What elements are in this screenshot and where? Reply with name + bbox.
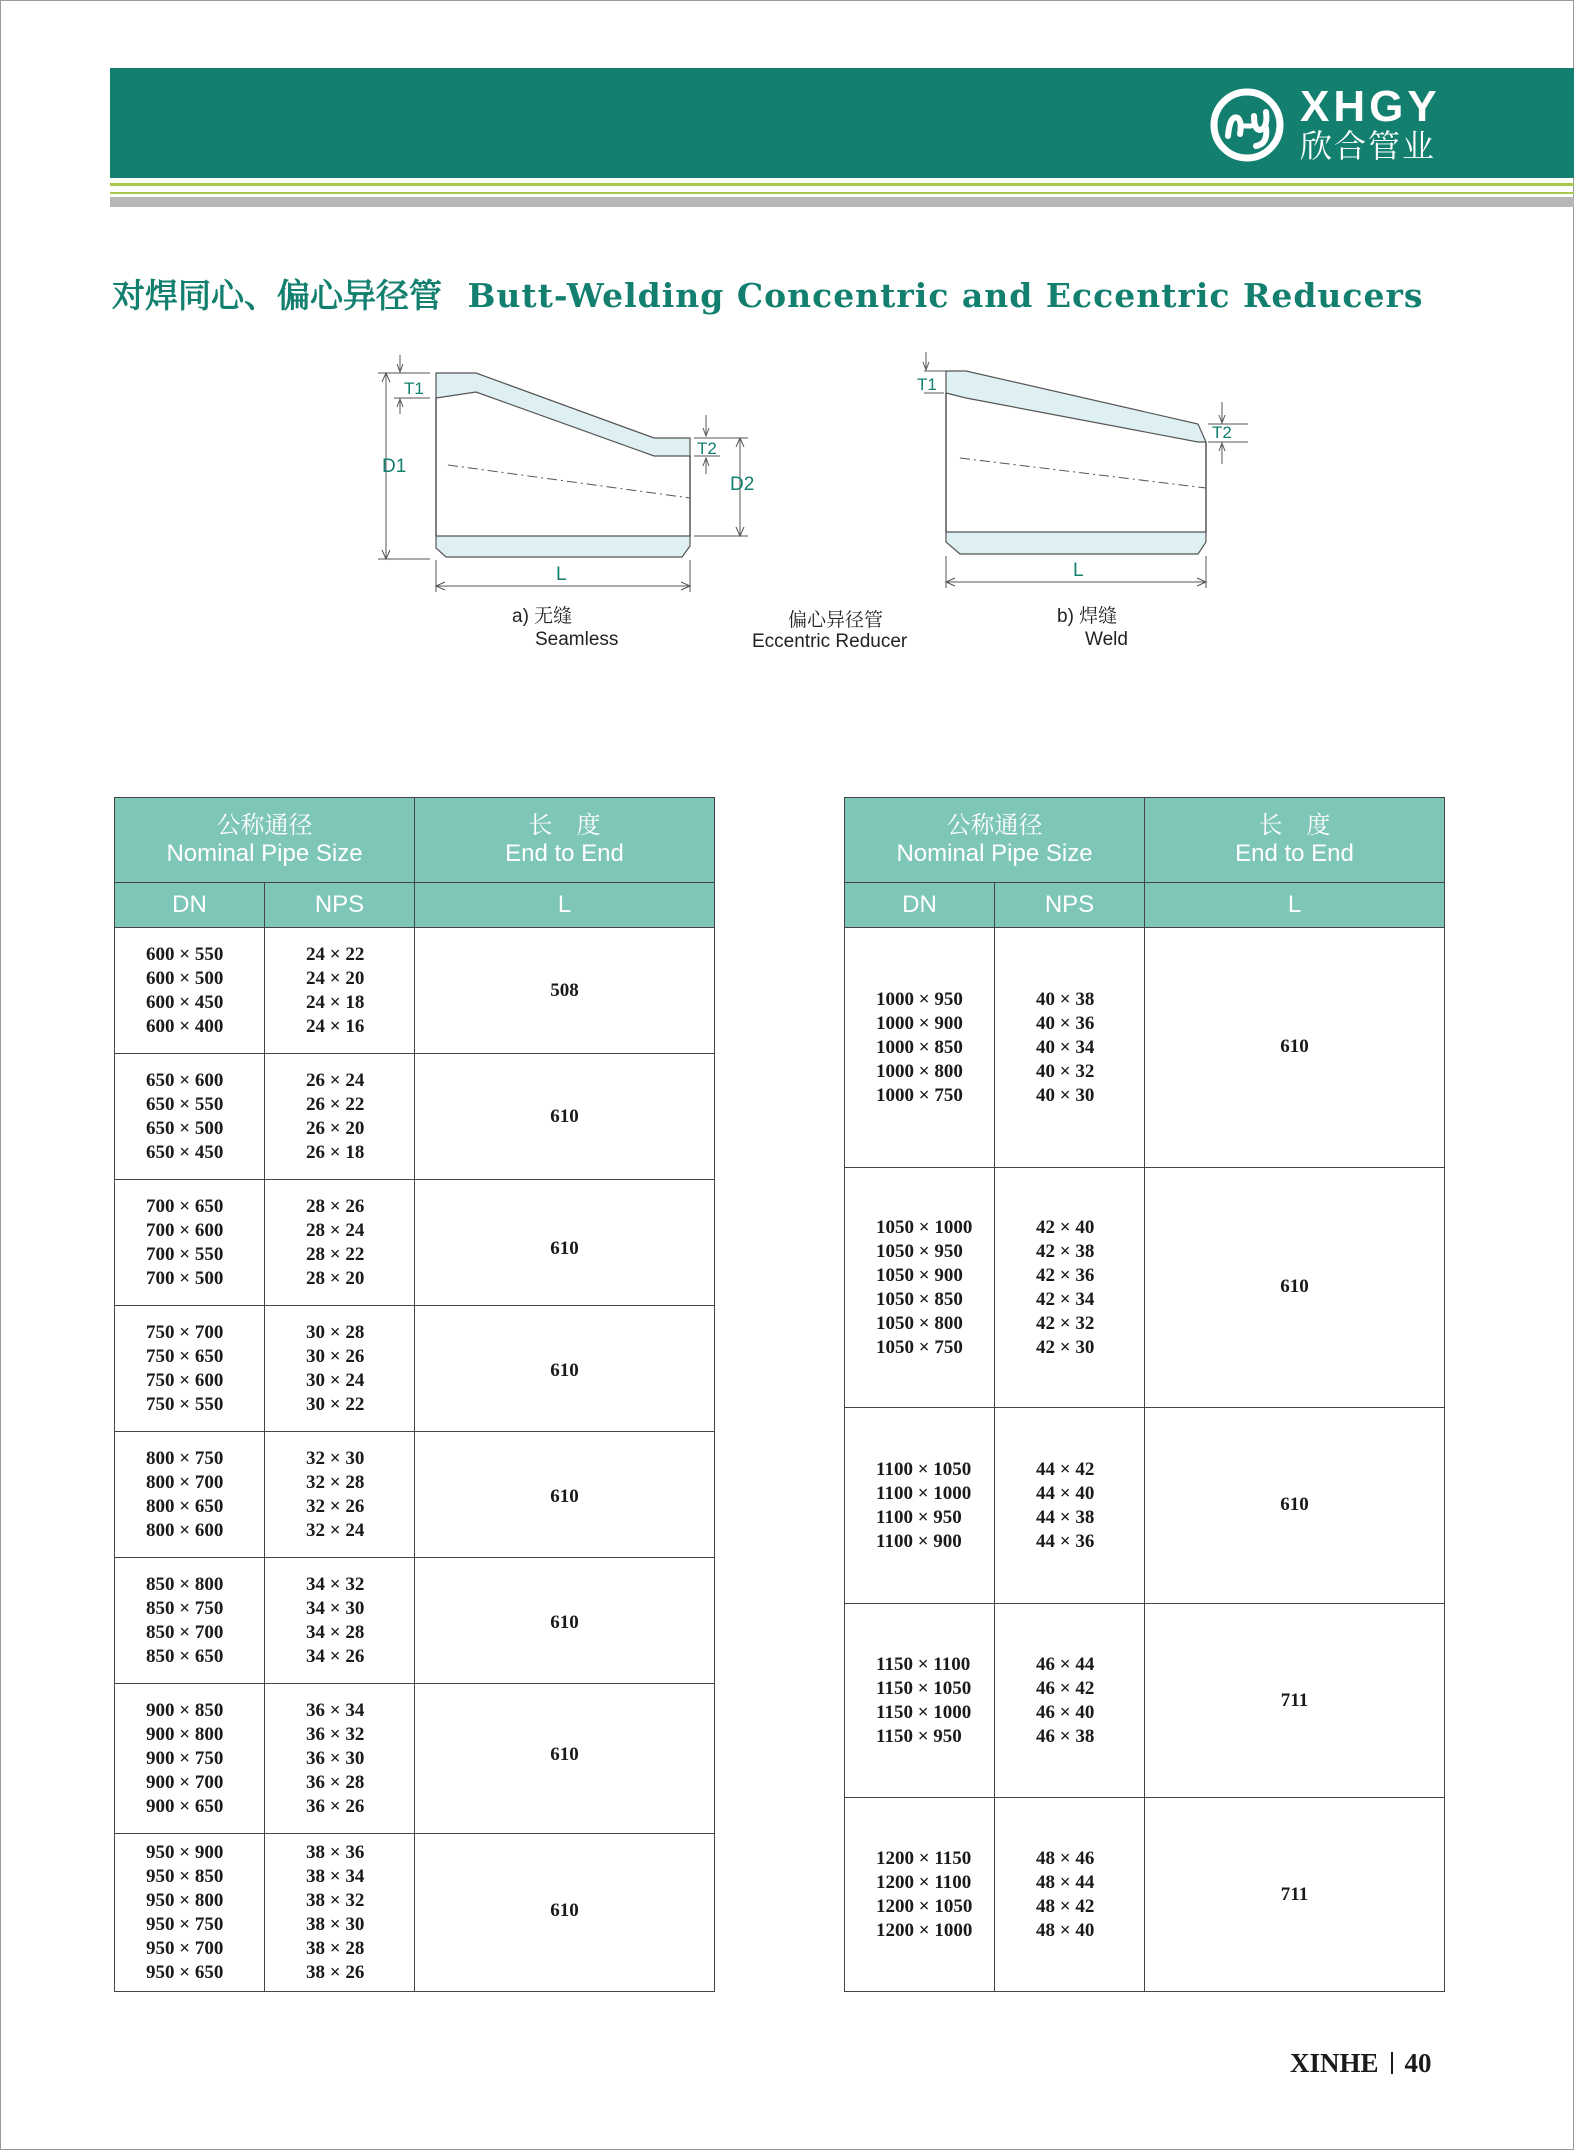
nps-value: 26 × 24 [306, 1069, 365, 1091]
nps-cell [265, 1306, 415, 1432]
dn-value: 800 × 650 [146, 1495, 224, 1517]
nps-value: 28 × 22 [306, 1243, 365, 1265]
dn-header: DN [115, 883, 265, 928]
nps-value: 42 × 38 [1036, 1240, 1095, 1262]
length-value: 711 [1280, 1884, 1309, 1905]
nps-cell [265, 1054, 415, 1180]
dn-value: 600 × 450 [146, 991, 224, 1013]
table-row [115, 928, 715, 1054]
dn-value: 1000 × 850 [876, 1036, 963, 1058]
table-row [115, 1306, 715, 1432]
dn-header: DN [845, 883, 995, 928]
nps-value: 38 × 30 [306, 1913, 365, 1935]
length-value: 610 [550, 1238, 579, 1259]
brand-latin: XHGY [1300, 82, 1441, 131]
length-cell [415, 1180, 715, 1306]
footer-brand: XINHE [1290, 2048, 1379, 2078]
nps-value: 42 × 34 [1036, 1288, 1095, 1310]
nps-cell [265, 928, 415, 1054]
nps-value: 40 × 30 [1036, 1084, 1095, 1106]
dn-value: 750 × 600 [146, 1369, 224, 1391]
length-cell [1145, 1408, 1445, 1604]
dn-value: 950 × 850 [146, 1865, 224, 1887]
nps-value: 28 × 24 [306, 1219, 365, 1241]
nps-value: 36 × 26 [306, 1795, 365, 1817]
dn-cell [845, 1798, 995, 1992]
dn-cell [115, 1180, 265, 1306]
dn-value: 1050 × 900 [876, 1264, 963, 1286]
dn-value: 900 × 800 [146, 1723, 224, 1745]
dn-value: 900 × 650 [146, 1795, 224, 1817]
header-text: 长 度 [1258, 812, 1331, 839]
reducer-diagram [360, 330, 1260, 660]
header-text: End to End [505, 840, 624, 867]
dn-value: 600 × 550 [146, 943, 224, 965]
dn-value: 650 × 600 [146, 1069, 224, 1091]
caption-eccentric-en: Eccentric Reducer [752, 631, 908, 652]
l-header: L [415, 883, 715, 928]
nps-value: 42 × 32 [1036, 1312, 1095, 1334]
page-number: 40 [1404, 2048, 1432, 2078]
dn-value: 1100 × 1000 [876, 1482, 972, 1504]
caption-weld-en: Weld [1085, 629, 1128, 650]
nps-value: 46 × 42 [1036, 1677, 1095, 1699]
length-value: 610 [550, 1900, 579, 1921]
dn-value: 700 × 550 [146, 1243, 224, 1265]
seamless-reducer-drawing [378, 355, 748, 592]
nps-value: 48 × 40 [1036, 1919, 1095, 1941]
header-text: Nominal Pipe Size [896, 840, 1093, 867]
nps-value: 36 × 34 [306, 1699, 365, 1721]
header-rule [110, 197, 1574, 207]
dn-cell [115, 928, 265, 1054]
nps-value: 34 × 30 [306, 1597, 365, 1619]
length-value: 610 [550, 1106, 579, 1127]
nps-value: 48 × 42 [1036, 1895, 1095, 1917]
dn-value: 950 × 700 [146, 1937, 224, 1959]
table-row [115, 1684, 715, 1834]
nps-value: 34 × 26 [306, 1645, 365, 1667]
dn-cell [845, 1168, 995, 1408]
length-cell [415, 1432, 715, 1558]
dn-cell [115, 1834, 265, 1992]
nps-header: NPS [995, 883, 1145, 928]
length-value: 610 [1280, 1276, 1309, 1297]
table-row [845, 1604, 1445, 1798]
dn-value: 750 × 650 [146, 1345, 224, 1367]
header-text: 公称通径 [216, 812, 313, 839]
nps-header: NPS [265, 883, 415, 928]
nps-value: 24 × 20 [306, 967, 365, 989]
nps-cell [265, 1834, 415, 1992]
nps-value: 40 × 34 [1036, 1036, 1095, 1058]
dn-value: 600 × 500 [146, 967, 224, 989]
dn-cell [115, 1432, 265, 1558]
dn-value: 1000 × 750 [876, 1084, 963, 1106]
caption-weld-cn: b) 焊缝 [1057, 606, 1118, 627]
nps-value: 32 × 28 [306, 1471, 365, 1493]
nps-value: 40 × 38 [1036, 988, 1095, 1010]
length-cell [1145, 928, 1445, 1168]
nps-value: 44 × 38 [1036, 1506, 1095, 1528]
dn-value: 900 × 700 [146, 1771, 224, 1793]
length-header [1145, 798, 1445, 883]
dn-cell [115, 1054, 265, 1180]
dn-cell [845, 1408, 995, 1604]
nps-value: 30 × 24 [306, 1369, 365, 1391]
dn-value: 700 × 600 [146, 1219, 224, 1241]
dn-cell [845, 928, 995, 1168]
dn-value: 850 × 650 [146, 1645, 224, 1667]
table-row [115, 1558, 715, 1684]
nps-value: 44 × 36 [1036, 1530, 1095, 1552]
dn-value: 800 × 600 [146, 1519, 224, 1541]
length-cell [415, 928, 715, 1054]
nps-value: 36 × 28 [306, 1771, 365, 1793]
dn-value: 950 × 900 [146, 1841, 224, 1863]
dn-cell [115, 1558, 265, 1684]
table-row [845, 1408, 1445, 1604]
nps-value: 38 × 26 [306, 1961, 365, 1983]
nps-value: 32 × 24 [306, 1519, 365, 1541]
nps-value: 46 × 44 [1036, 1653, 1095, 1675]
nps-value: 24 × 18 [306, 991, 365, 1013]
nps-value: 30 × 28 [306, 1321, 365, 1343]
header-text: Nominal Pipe Size [166, 840, 363, 867]
nps-cell [265, 1432, 415, 1558]
header-rule [110, 192, 1574, 194]
nps-value: 36 × 32 [306, 1723, 365, 1745]
nps-value: 44 × 40 [1036, 1482, 1095, 1504]
dn-value: 750 × 700 [146, 1321, 224, 1343]
nps-value: 40 × 32 [1036, 1060, 1095, 1082]
dn-value: 1200 × 1000 [876, 1919, 973, 1941]
title-english: Butt-Welding Concentric and Eccentric Reducers [467, 276, 1424, 315]
nps-cell [995, 1408, 1145, 1604]
dn-value: 900 × 850 [146, 1699, 224, 1721]
dn-value: 600 × 400 [146, 1015, 224, 1037]
dn-value: 700 × 500 [146, 1267, 224, 1289]
nps-cell [995, 928, 1145, 1168]
label-d2: D2 [730, 474, 755, 495]
label-l: L [556, 564, 567, 585]
length-cell [415, 1306, 715, 1432]
dn-value: 1050 × 950 [876, 1240, 963, 1262]
nps-value: 26 × 20 [306, 1117, 365, 1139]
table-row [845, 1798, 1445, 1992]
label-t2: T2 [697, 439, 717, 458]
table-body [115, 928, 715, 1992]
dn-value: 850 × 750 [146, 1597, 224, 1619]
nps-cell [995, 1798, 1145, 1992]
l-header: L [1145, 883, 1445, 928]
nps-cell [265, 1180, 415, 1306]
nps-value: 32 × 30 [306, 1447, 365, 1469]
nps-value: 38 × 28 [306, 1937, 365, 1959]
length-cell [415, 1558, 715, 1684]
length-header [415, 798, 715, 883]
nps-value: 26 × 22 [306, 1093, 365, 1115]
nps-value: 46 × 40 [1036, 1701, 1095, 1723]
dn-value: 1000 × 800 [876, 1060, 963, 1082]
dn-value: 950 × 800 [146, 1889, 224, 1911]
nps-value: 30 × 22 [306, 1393, 365, 1415]
nps-value: 38 × 36 [306, 1841, 365, 1863]
nps-value: 24 × 16 [306, 1015, 365, 1037]
dn-value: 1100 × 900 [876, 1530, 962, 1552]
length-value: 610 [1280, 1036, 1309, 1057]
nps-value: 28 × 20 [306, 1267, 365, 1289]
dn-cell [115, 1306, 265, 1432]
dn-value: 900 × 750 [146, 1747, 224, 1769]
dn-value: 800 × 700 [146, 1471, 224, 1493]
nps-value: 28 × 26 [306, 1195, 365, 1217]
dn-value: 750 × 550 [146, 1393, 224, 1415]
dn-value: 1200 × 1100 [876, 1871, 972, 1893]
dn-value: 1100 × 1050 [876, 1458, 972, 1480]
brand-logo [1208, 84, 1448, 164]
dn-value: 650 × 450 [146, 1141, 224, 1163]
table-body [845, 928, 1445, 1992]
dn-value: 650 × 500 [146, 1117, 224, 1139]
nps-value: 34 × 28 [306, 1621, 365, 1643]
table-row [115, 1054, 715, 1180]
dn-cell [845, 1604, 995, 1798]
table-row [845, 1168, 1445, 1408]
dn-value: 1150 × 1000 [876, 1701, 972, 1723]
dn-value: 1050 × 800 [876, 1312, 963, 1334]
label-t1: T1 [917, 375, 937, 394]
footer-divider [1391, 2052, 1393, 2074]
length-value: 610 [550, 1486, 579, 1507]
dn-value: 800 × 750 [146, 1447, 224, 1469]
logo-mark-icon [1208, 86, 1286, 164]
nps-cell [265, 1684, 415, 1834]
label-l: L [1073, 560, 1084, 581]
nps-value: 26 × 18 [306, 1141, 365, 1163]
caption-seamless-cn: a) 无缝 [512, 606, 573, 627]
dn-value: 850 × 800 [146, 1573, 224, 1595]
caption-seamless-en: Seamless [535, 629, 619, 650]
size-table-right [844, 797, 1445, 1992]
length-cell [1145, 1168, 1445, 1408]
dn-value: 1000 × 900 [876, 1012, 963, 1034]
title-chinese: 对焊同心、偏心异径管 [112, 276, 442, 315]
length-value: 610 [550, 1360, 579, 1381]
nps-value: 42 × 30 [1036, 1336, 1095, 1358]
dn-value: 1150 × 950 [876, 1725, 962, 1747]
dn-value: 1200 × 1050 [876, 1895, 973, 1917]
caption-eccentric-cn: 偏心异径管 [788, 610, 884, 631]
nps-value: 32 × 26 [306, 1495, 365, 1517]
dn-value: 1050 × 750 [876, 1336, 963, 1358]
dn-value: 700 × 650 [146, 1195, 224, 1217]
nps-value: 48 × 44 [1036, 1871, 1095, 1893]
label-t1: T1 [404, 379, 424, 398]
welded-reducer-drawing [923, 352, 1248, 588]
label-d1: D1 [382, 456, 407, 477]
table-row [115, 1834, 715, 1992]
length-cell [415, 1054, 715, 1180]
nps-value: 38 × 32 [306, 1889, 365, 1911]
length-value: 610 [550, 1744, 579, 1765]
nps-value: 24 × 22 [306, 943, 365, 965]
nps-cell [265, 1558, 415, 1684]
nps-value: 42 × 40 [1036, 1216, 1095, 1238]
header-rule [110, 183, 1574, 186]
length-value: 508 [550, 980, 579, 1001]
nps-value: 30 × 26 [306, 1345, 365, 1367]
nominal-size-header [115, 798, 415, 883]
length-cell [415, 1684, 715, 1834]
dn-value: 1200 × 1150 [876, 1847, 972, 1869]
nps-value: 38 × 34 [306, 1865, 365, 1887]
nominal-size-header [845, 798, 1145, 883]
dn-value: 1000 × 950 [876, 988, 963, 1010]
length-value: 711 [1280, 1690, 1309, 1711]
size-table-left [114, 797, 715, 1992]
length-cell [1145, 1604, 1445, 1798]
length-cell [1145, 1798, 1445, 1992]
header-text: 公称通径 [946, 812, 1043, 839]
nps-cell [995, 1604, 1145, 1798]
nps-value: 36 × 30 [306, 1747, 365, 1769]
dn-value: 1100 × 950 [876, 1506, 962, 1528]
dn-value: 1150 × 1050 [876, 1677, 972, 1699]
dn-value: 950 × 650 [146, 1961, 224, 1983]
nps-value: 34 × 32 [306, 1573, 365, 1595]
nps-value: 44 × 42 [1036, 1458, 1095, 1480]
dn-value: 650 × 550 [146, 1093, 224, 1115]
nps-value: 42 × 36 [1036, 1264, 1095, 1286]
nps-value: 48 × 46 [1036, 1847, 1095, 1869]
table-row [115, 1180, 715, 1306]
dn-value: 850 × 700 [146, 1621, 224, 1643]
dn-value: 1050 × 1000 [876, 1216, 973, 1238]
dn-cell [115, 1684, 265, 1834]
length-value: 610 [1280, 1494, 1309, 1515]
header-text: 长 度 [528, 812, 601, 839]
table-row [115, 1432, 715, 1558]
dn-value: 1150 × 1100 [876, 1653, 971, 1675]
brand-chinese: 欣合管业 [1300, 128, 1437, 164]
length-cell [415, 1834, 715, 1992]
label-t2: T2 [1212, 423, 1232, 442]
dn-value: 950 × 750 [146, 1913, 224, 1935]
nps-value: 40 × 36 [1036, 1012, 1095, 1034]
header-text: End to End [1235, 840, 1354, 867]
table-row [845, 928, 1445, 1168]
nps-cell [995, 1168, 1145, 1408]
nps-value: 46 × 38 [1036, 1725, 1095, 1747]
dn-value: 1050 × 850 [876, 1288, 963, 1310]
page-title [112, 276, 1423, 316]
page-footer [1290, 2048, 1432, 2079]
length-value: 610 [550, 1612, 579, 1633]
